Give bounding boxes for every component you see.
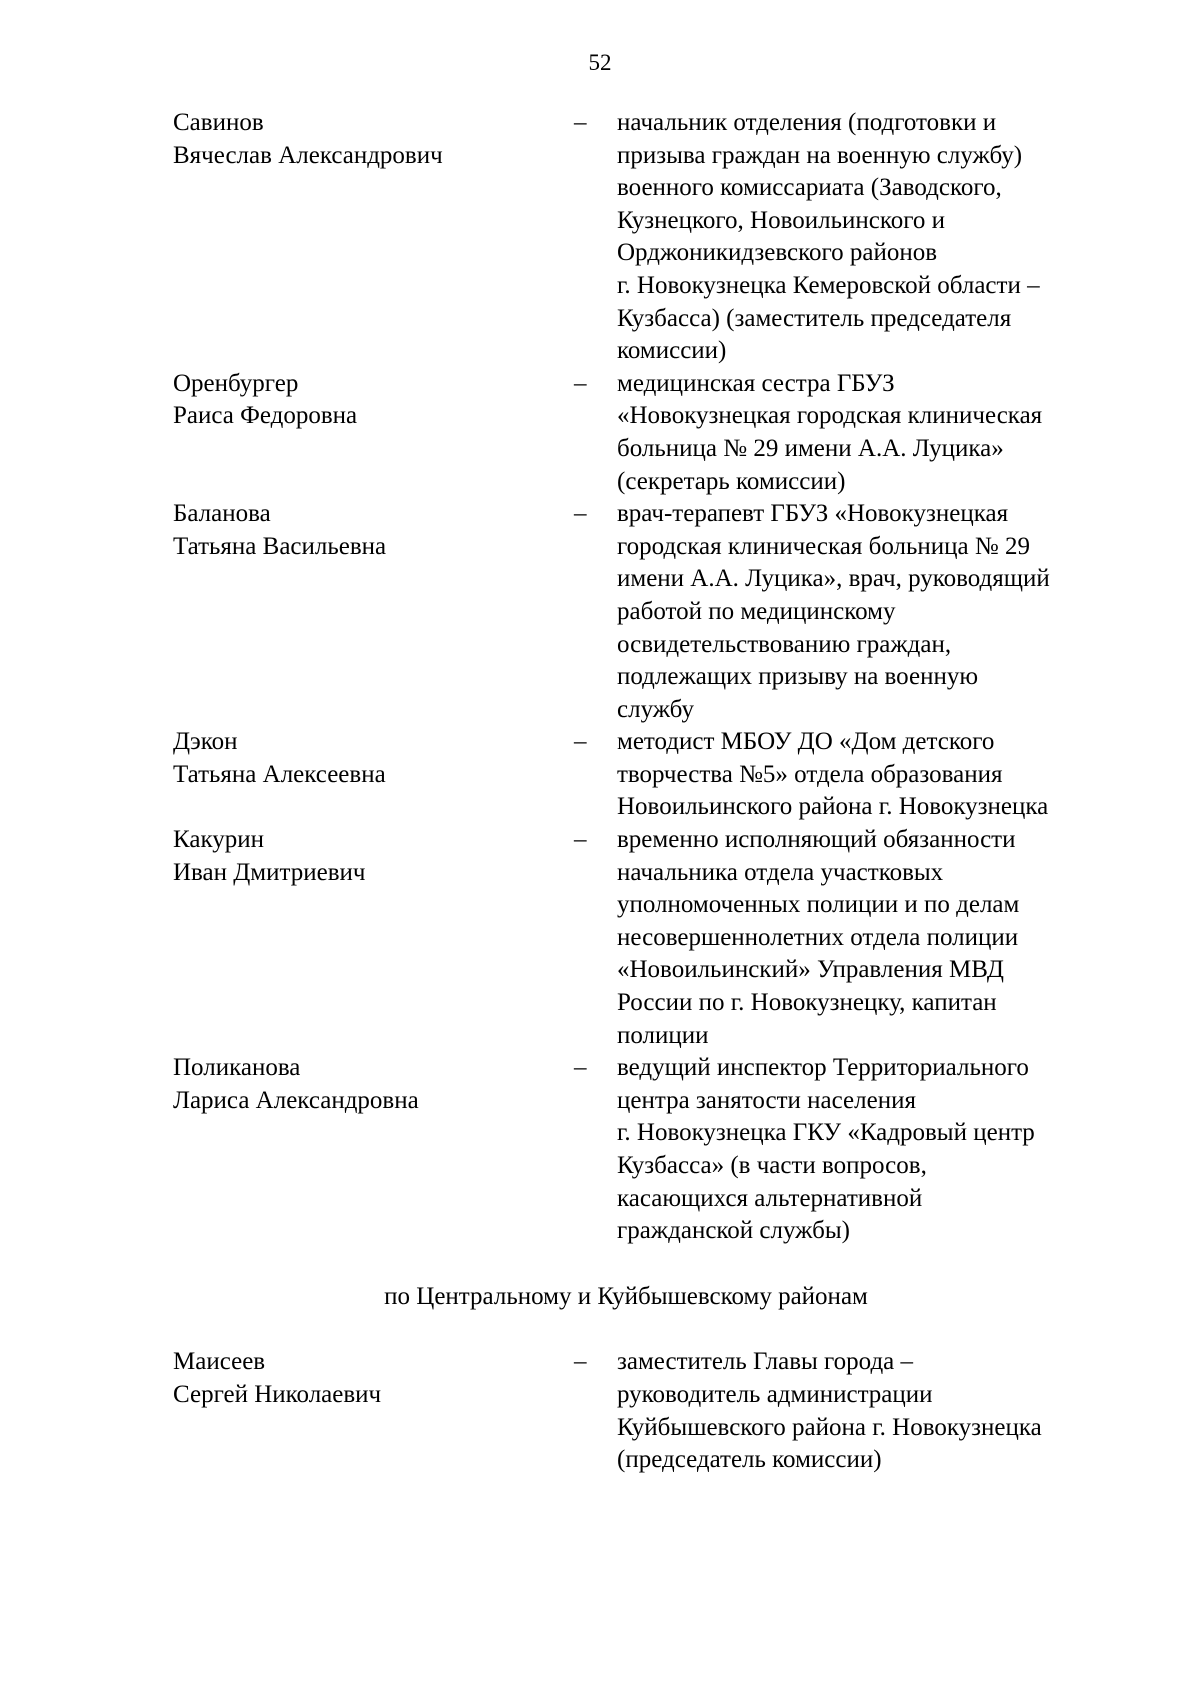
role-line: подлежащих призыву на военную (617, 663, 979, 691)
dash-separator: – (574, 728, 587, 756)
role-line: полиции (617, 1021, 709, 1049)
role-line: г. Новокузнецка Кемеровской области – (617, 271, 1040, 299)
role-line: Кузбасса) (заместитель председателя (617, 304, 1012, 332)
member-surname: Поликанова (173, 1054, 301, 1082)
role-line: начальника отдела участковых (617, 858, 944, 886)
role-line: творчества №5» отдела образования (617, 760, 1003, 788)
role-line: (секретарь комиссии) (617, 467, 846, 495)
dash-separator: – (574, 1054, 587, 1082)
member-name (173, 726, 573, 791)
role-line: уполномоченных полиции и по делам (617, 891, 1020, 919)
role-line: работой по медицинскому (617, 597, 896, 625)
member-given-names: Лариса Александровна (173, 1086, 419, 1114)
member-entry (0, 498, 1200, 726)
role-line: городская клиническая больница № 29 (617, 532, 1030, 560)
role-line: призыва граждан на военную службу) (617, 141, 1023, 169)
role-line: Кузнецкого, Новоильинского и (617, 206, 945, 234)
role-line: заместитель Главы города – (617, 1348, 914, 1376)
page-number: 52 (588, 50, 612, 75)
role-line: несовершеннолетних отдела полиции (617, 923, 1019, 951)
member-name (173, 1346, 573, 1411)
member-surname: Савинов (173, 109, 264, 136)
member-role (617, 1052, 1137, 1248)
dash-separator: – (574, 369, 587, 397)
role-line: освидетельствованию граждан, (617, 630, 952, 658)
role-line: руководитель администрации (617, 1380, 933, 1408)
document-body (0, 107, 1200, 1477)
member-name (173, 1052, 573, 1117)
member-role (617, 107, 1137, 368)
role-line: начальник отделения (подготовки и (617, 109, 997, 136)
member-entry (0, 107, 1200, 368)
member-entry (0, 1052, 1200, 1248)
member-role (617, 726, 1137, 824)
dash-separator: – (574, 1348, 587, 1376)
member-surname: Оренбургер (173, 369, 299, 397)
member-given-names: Татьяна Васильевна (173, 532, 387, 560)
role-line: службу (617, 695, 694, 723)
member-surname: Дэкон (173, 728, 238, 756)
member-name (173, 368, 573, 433)
member-role (617, 824, 1137, 1052)
member-given-names: Сергей Николаевич (173, 1380, 382, 1408)
member-role (617, 368, 1137, 498)
role-line: Куйбышевского района г. Новокузнецка (617, 1413, 1042, 1441)
role-line: военного комиссариата (Заводского, (617, 174, 1002, 202)
member-role (617, 498, 1137, 726)
member-given-names: Татьяна Алексеевна (173, 760, 386, 788)
role-line: временно исполняющий обязанности (617, 826, 1016, 854)
dash-separator: – (574, 109, 587, 136)
role-line: России по г. Новокузнецку, капитан (617, 989, 997, 1017)
role-line: касающихся альтернативной (617, 1184, 923, 1212)
role-line: (председатель комиссии) (617, 1446, 882, 1474)
member-given-names: Раиса Федоровна (173, 402, 358, 430)
role-line: медицинская сестра ГБУЗ (617, 369, 895, 397)
member-entry (0, 1346, 1200, 1476)
role-line: центра занятости населения (617, 1086, 916, 1114)
role-line: Новоильинского района г. Новокузнецка (617, 793, 1049, 821)
dash-separator: – (574, 826, 587, 854)
member-surname: Какурин (173, 826, 264, 854)
role-line: ведущий инспектор Территориального (617, 1054, 1029, 1082)
member-entry (0, 368, 1200, 498)
role-line: имени А.А. Луцика», врач, руководящий (617, 565, 1050, 593)
role-line: врач-терапевт ГБУЗ «Новокузнецкая (617, 500, 1009, 528)
member-entry (0, 726, 1200, 824)
member-given-names: Иван Дмитриевич (173, 858, 366, 886)
member-name (173, 824, 573, 889)
member-role (617, 1346, 1137, 1476)
role-line: больница № 29 имени А.А. Луцика» (617, 434, 1004, 462)
role-line: г. Новокузнецка ГКУ «Кадровый центр (617, 1119, 1035, 1147)
role-line: «Новокузнецкая городская клиническая (617, 402, 1043, 430)
role-line: гражданской службы) (617, 1217, 850, 1245)
role-line: методист МБОУ ДО «Дом детского (617, 728, 995, 756)
member-surname: Баланова (173, 500, 271, 528)
role-line: Кузбасса» (в части вопросов, (617, 1152, 927, 1179)
role-line: Орджоникидзевского районов (617, 239, 938, 267)
role-line: «Новоильинский» Управления МВД (617, 956, 1004, 984)
member-entry (0, 824, 1200, 1052)
role-line: комиссии) (617, 337, 727, 365)
member-name (173, 498, 573, 563)
member-surname: Маисеев (173, 1348, 266, 1376)
member-given-names: Вячеслав Александрович (173, 141, 443, 169)
member-name (173, 107, 573, 172)
dash-separator: – (574, 500, 587, 528)
section-heading: по Центральному и Куйбышевскому районам (384, 1282, 868, 1310)
